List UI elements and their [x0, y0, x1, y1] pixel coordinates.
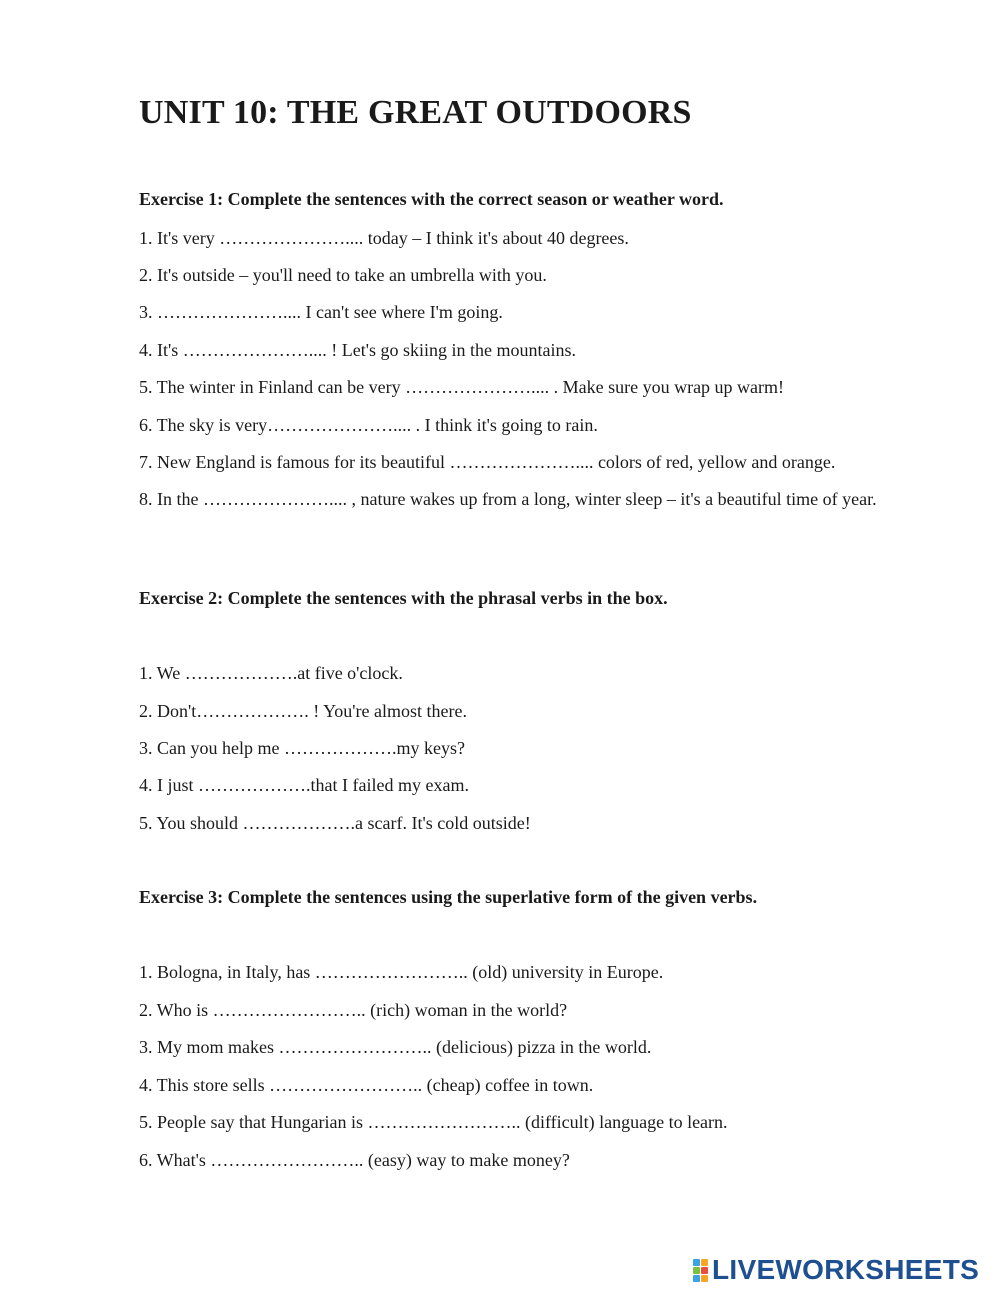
exercise-3-item: 5. People say that Hungarian is …………………….. (difficult) language to learn.	[139, 1112, 728, 1132]
logo-square-red	[701, 1267, 708, 1274]
page-title: UNIT 10: THE GREAT OUTDOORS	[139, 94, 692, 131]
exercise-3-item: 4. This store sells …………………….. (cheap) coffee in town.	[139, 1075, 594, 1095]
liveworksheets-logo-icon	[692, 1257, 710, 1283]
exercise-1-item: 2. It's outside – you'll need to take an umbrella with you.	[139, 265, 547, 285]
exercise-2-item: 4. I just ……………….that I failed my exam.	[139, 775, 469, 795]
exercise-2-item: 1. We ……………….at five o'clock.	[139, 663, 403, 683]
exercise-1-item: 8. In the ………………….... , nature wakes up from a long, winter sleep – it's a beautiful time of year.	[139, 489, 877, 509]
logo-square-orange-2	[701, 1275, 708, 1282]
liveworksheets-logo[interactable]	[692, 1255, 979, 1285]
exercise-3-item: 3. My mom makes …………………….. (delicious) pizza in the world.	[139, 1037, 652, 1057]
exercise-1-item: 7. New England is famous for its beautiful ………………….... colors of red, yellow and orange.	[139, 452, 836, 472]
exercise-1-item: 6. The sky is very………………….... . I think it's going to rain.	[139, 415, 598, 435]
exercise-2-item: 2. Don't………………. ! You're almost there.	[139, 701, 467, 721]
exercise-2-item: 3. Can you help me ……………….my keys?	[139, 738, 465, 758]
exercise-1-item: 4. It's ………………….... ! Let's go skiing in the mountains.	[139, 340, 576, 360]
exercise-3-item: 6. What's …………………….. (easy) way to make money?	[139, 1150, 570, 1170]
logo-square-green	[693, 1267, 700, 1274]
exercise-1-item: 3. ………………….... I can't see where I'm going.	[139, 302, 503, 322]
exercise-2-heading: Exercise 2: Complete the sentences with the phrasal verbs in the box.	[139, 588, 668, 608]
exercise-1-item: 1. It's very ………………….... today – I think it's about 40 degrees.	[139, 228, 629, 248]
logo-square-blue-2	[693, 1275, 700, 1282]
exercise-3-item: 1. Bologna, in Italy, has …………………….. (old) university in Europe.	[139, 962, 664, 982]
exercise-1-item: 5. The winter in Finland can be very ………………….... . Make sure you wrap up warm!	[139, 377, 785, 397]
liveworksheets-wordmark: LIVEWORKSHEETS	[712, 1254, 980, 1285]
logo-square-orange	[701, 1259, 708, 1266]
exercise-1-heading: Exercise 1: Complete the sentences with the correct season or weather word.	[139, 189, 724, 209]
logo-square-blue	[693, 1259, 700, 1266]
exercise-2-item: 5. You should ……………….a scarf. It's cold outside!	[139, 813, 531, 833]
exercise-3-heading: Exercise 3: Complete the sentences using the superlative form of the given verbs.	[139, 887, 758, 907]
exercise-3-item: 2. Who is …………………….. (rich) woman in the world?	[139, 1000, 568, 1020]
